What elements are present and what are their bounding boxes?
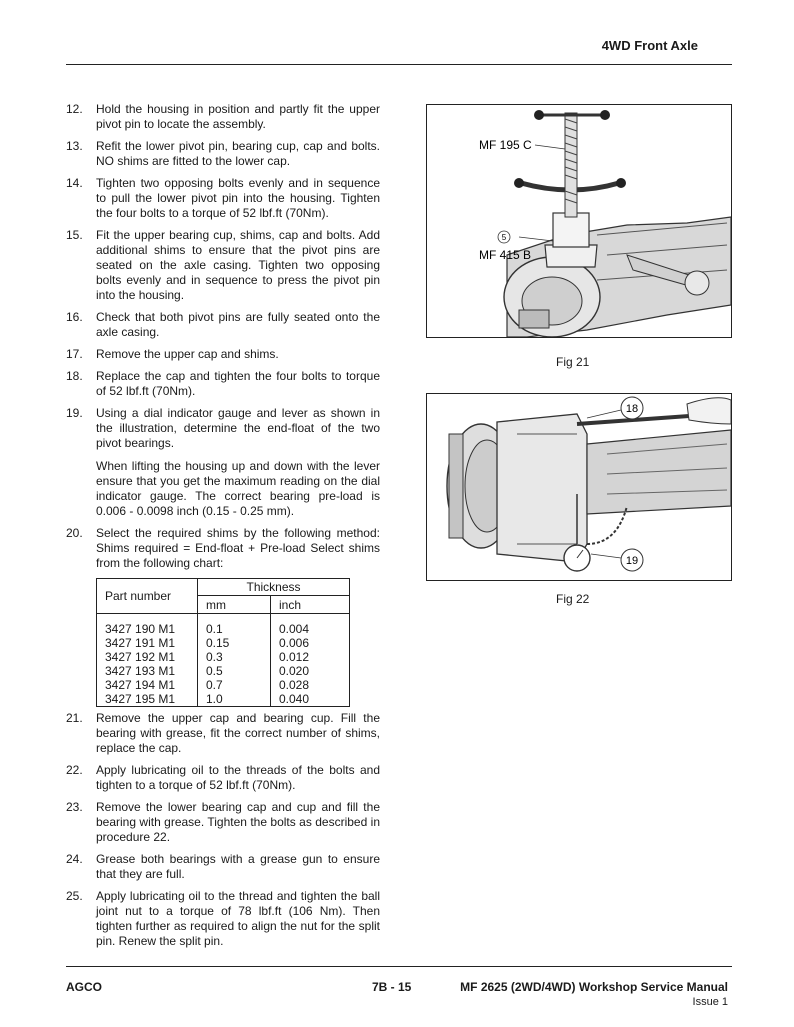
step-text: Remove the lower bearing cap and cup and fill the bearing with grease. Tighten the bolts as described in procedure 22. <box>96 800 380 844</box>
footer-manual-title: MF 2625 (2WD/4WD) Workshop Service Manual <box>460 980 728 994</box>
step-number: 12. <box>66 102 83 116</box>
mm-cell: 0.15 <box>198 636 271 650</box>
step-text: Apply lubricating oil to the threads of the bolts and tighten to a torque of 52 lbf.ft (70Nm). <box>96 763 380 792</box>
mm-cell: 0.7 <box>198 678 271 692</box>
step-text: Grease both bearings with a grease gun to ensure that they are full. <box>96 852 380 881</box>
step-number: 22. <box>66 763 83 777</box>
step-number: 23. <box>66 800 83 814</box>
fig22-callout-18: 18 <box>625 403 639 415</box>
procedure-step <box>66 228 380 303</box>
procedure-step <box>66 800 380 845</box>
mm-cell: 0.1 <box>198 614 271 637</box>
procedure-step <box>66 139 380 169</box>
step-body <box>96 852 380 882</box>
step-body <box>96 139 380 169</box>
step-body <box>96 711 380 756</box>
step-text: Hold the housing in position and partly fit the upper pivot pin to locate the assembly. <box>96 102 380 131</box>
step-body <box>96 347 380 362</box>
procedure-step <box>66 763 380 793</box>
col-inch: inch <box>271 596 350 614</box>
step-body <box>96 406 380 519</box>
footer-issue: Issue 1 <box>692 996 728 1008</box>
procedure-step <box>66 176 380 221</box>
col-mm: mm <box>198 596 271 614</box>
shim-table <box>96 578 350 707</box>
fig22-illustration <box>427 394 731 580</box>
procedure-step <box>66 369 380 399</box>
figure-21 <box>426 104 732 338</box>
mm-cell: 1.0 <box>198 692 271 707</box>
step-body <box>96 369 380 399</box>
step-text: Using a dial indicator gauge and lever as shown in the illustration, determine the end-float of the two pivot bearings. <box>96 406 380 450</box>
step-number: 16. <box>66 310 83 324</box>
step-body <box>96 800 380 845</box>
inch-cell: 0.020 <box>279 664 310 678</box>
table-row <box>97 636 350 650</box>
fig21-label-mf415b: MF 415 B <box>479 248 532 262</box>
step-note: When lifting the housing up and down with the lever ensure that you get the maximum reading on the dial indicator gauge. The correct bearing pre-load is 0.006 - 0.0098 inch (0.15 - 0.25 mm). <box>96 459 380 518</box>
col-part-number: Part number <box>97 579 198 614</box>
table-row <box>97 692 350 707</box>
table-row <box>97 678 350 692</box>
footer-rule <box>66 966 732 967</box>
inch-cell: 0.012 <box>279 650 310 664</box>
step-body <box>96 176 380 221</box>
procedure-step <box>66 406 380 519</box>
step-text: Check that both pivot pins are fully seated onto the axle casing. <box>96 310 380 339</box>
step-body <box>96 526 380 571</box>
step-number: 13. <box>66 139 83 153</box>
step-text: Remove the upper cap and bearing cup. Fill the bearing with grease, fit the correct number of shims, replace the cap. <box>96 711 380 755</box>
table-row <box>97 664 350 678</box>
step-body <box>96 228 380 303</box>
inch-cell: 0.040 <box>279 692 310 706</box>
step-number: 21. <box>66 711 83 725</box>
header-rule <box>66 64 732 65</box>
step-text: Remove the upper cap and shims. <box>96 347 279 361</box>
step-number: 20. <box>66 526 83 540</box>
part-number-cell: 3427 191 M1 <box>97 636 198 650</box>
procedure-steps <box>66 102 380 956</box>
inch-cell: 0.004 <box>279 622 310 636</box>
steps-after-table <box>66 711 380 949</box>
fig22-callout-19: 19 <box>625 555 639 567</box>
procedure-step <box>66 889 380 949</box>
step-text: Refit the lower pivot pin, bearing cup, cap and bolts. NO shims are fitted to the lower cap. <box>96 139 380 168</box>
procedure-step <box>66 102 380 132</box>
part-number-cell: 3427 192 M1 <box>97 650 198 664</box>
inch-cell: 0.028 <box>279 678 310 692</box>
step-text: Tighten two opposing bolts evenly and in sequence to pull the lower pivot pin into the housing. Tighten the four bolts to a torque of 52 lbf.ft (70Nm). <box>96 176 380 220</box>
step-number: 24. <box>66 852 83 866</box>
part-number-cell: 3427 195 M1 <box>97 692 198 707</box>
shim-table-body <box>97 614 350 707</box>
procedure-step <box>66 347 380 362</box>
step-number: 18. <box>66 369 83 383</box>
step-text: Fit the upper bearing cup, shims, cap and bolts. Add additional shims to ensure that the pivot pins are seated on the axle casing. Tighten two opposing bolts evenly and in sequence to press the pivot pin into the housing. <box>96 228 380 302</box>
figure-22-caption: Fig 22 <box>556 592 590 606</box>
figure-22 <box>426 393 732 581</box>
procedure-step <box>66 852 380 882</box>
part-number-cell: 3427 194 M1 <box>97 678 198 692</box>
step-text: Select the required shims by the following method: Shims required = End-float + Pre-load Select shims from the following chart: <box>96 526 380 570</box>
step-text: Apply lubricating oil to the thread and tighten the ball joint nut to a torque of 78 lbf.ft (106 Nm). Then tighten further as required to align the nut for the split pin. Renew the split pin. <box>96 889 380 948</box>
procedure-step <box>66 526 380 571</box>
fig21-illustration <box>427 105 731 337</box>
step-number: 15. <box>66 228 83 242</box>
step-body <box>96 889 380 949</box>
mm-cell: 0.5 <box>198 664 271 678</box>
step-body <box>96 102 380 132</box>
footer-page-number: 7B - 15 <box>372 980 412 994</box>
step-number: 19. <box>66 406 83 420</box>
step-number: 17. <box>66 347 83 361</box>
step-text: Replace the cap and tighten the four bolts to torque of 52 lbf.ft (70Nm). <box>96 369 380 398</box>
step-number: 25. <box>66 889 83 903</box>
step-body <box>96 310 380 340</box>
col-thickness: Thickness <box>198 579 350 596</box>
mm-cell: 0.3 <box>198 650 271 664</box>
procedure-step <box>66 711 380 756</box>
figure-21-caption: Fig 21 <box>556 355 590 369</box>
table-row <box>97 614 350 637</box>
section-title: 4WD Front Axle <box>601 38 698 53</box>
step-number: 14. <box>66 176 83 190</box>
part-number-cell: 3427 190 M1 <box>97 614 198 637</box>
procedure-step <box>66 310 380 340</box>
inch-cell: 0.006 <box>279 636 310 650</box>
footer-brand: AGCO <box>66 980 102 994</box>
step-body <box>96 763 380 793</box>
steps-before-table <box>66 102 380 571</box>
fig21-callout: 5 <box>501 233 507 242</box>
fig21-label-mf195c: MF 195 C <box>479 138 532 152</box>
part-number-cell: 3427 193 M1 <box>97 664 198 678</box>
table-row <box>97 650 350 664</box>
